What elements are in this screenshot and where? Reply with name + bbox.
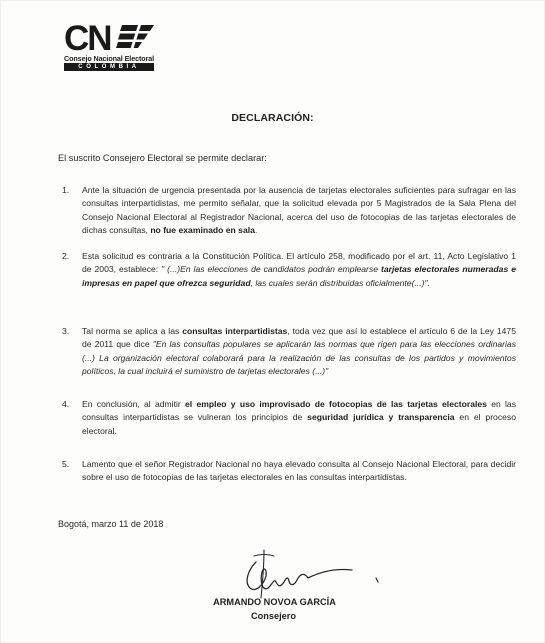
text-run: seguridad jurídica y transparencia [307, 412, 455, 423]
text-run: en las consultas interpartidistas se vulneran los principios de [82, 399, 516, 423]
item-text [82, 325, 516, 378]
cne-logo-mark [64, 20, 156, 54]
item-number: 4. [62, 399, 70, 409]
cne-logo [64, 20, 156, 72]
text-run: En conclusión, al admitir [82, 399, 186, 409]
item-number: 3. [62, 326, 70, 336]
text-run: en el proceso electoral. [82, 412, 516, 436]
text-run: " (...)En las elecciones de candidatos podrán emplearse [161, 264, 381, 275]
text-run: el empleo y uso improvisado de fotocopias de las tarjetas electorales [185, 399, 487, 409]
document-title: DECLARACIÓN: [231, 112, 314, 124]
text-run: Lamento que el señor Registrador Nacional no haya elevado consulta al Consejo Nacional Electoral, para decidir sobre el uso de fotocopias de las tarjetas electorales en las consultas interpartidistas. [82, 459, 516, 483]
text-run: Esta solicitud es contraria a la Constitución Política. El artículo 258, modificado por el art. 11, Acto Legislativo 1 de 2003, establece: [82, 251, 516, 275]
text-run: "En las consultas populares se aplicarán las normas que rigen para las elecciones ordinarias (...) La organización electoral colaborará para la realización de las consultas de los partidos y movimientos políticos, la cual incluirá el suministro de tarjetas electorales (...)" [82, 339, 516, 376]
text-run: , las cuales serán distribuidas oficialmente(...)". [250, 277, 430, 288]
intro-text: El suscrito Consejero Electoral se permite declarar: [58, 153, 267, 163]
item-text [82, 250, 516, 290]
text-run: , toda vez que así lo establece el artículo 6 de la Ley 1475 de 2011 que dice [82, 326, 516, 350]
handwritten-signature [234, 548, 384, 603]
item-text [82, 184, 516, 237]
item-text [82, 398, 516, 438]
text-run: no fue examinado en sala [150, 224, 255, 235]
text-run: Tal norma se aplica a las [82, 326, 183, 336]
item-number: 5. [62, 459, 70, 469]
item-number: 2. [62, 251, 70, 261]
item-number: 1. [62, 185, 70, 195]
text-run: consultas interpartidistas [182, 326, 288, 336]
signer-role: Consejero [251, 611, 296, 621]
document-date: Bogotá, marzo 11 de 2018 [58, 519, 164, 529]
item-text [82, 458, 516, 485]
logo-letters: CN [64, 20, 111, 54]
text-run: Ante la situación de urgencia presentada por la ausencia de tarjetas electorales suficientes para sufragar en las consultas interpartidistas, me permito señalar, que la solicitud elevada por 5 Magistrados de la Sala Plena del Consejo Nacional Electoral al Registrador Nacional, acerca del uso de fotocopias de las tarjetas electorales de dichas consultas, [82, 185, 516, 235]
signer-name: ARMANDO NOVOA GARCÍA [213, 597, 336, 607]
org-country: COLOMBIA [64, 63, 154, 71]
org-name: Consejo Nacional Electoral [64, 54, 155, 63]
text-run: . [254, 224, 258, 235]
text-run: tarjetas electorales numeradas e impresas en papel que ofrezca seguridad [82, 264, 516, 288]
